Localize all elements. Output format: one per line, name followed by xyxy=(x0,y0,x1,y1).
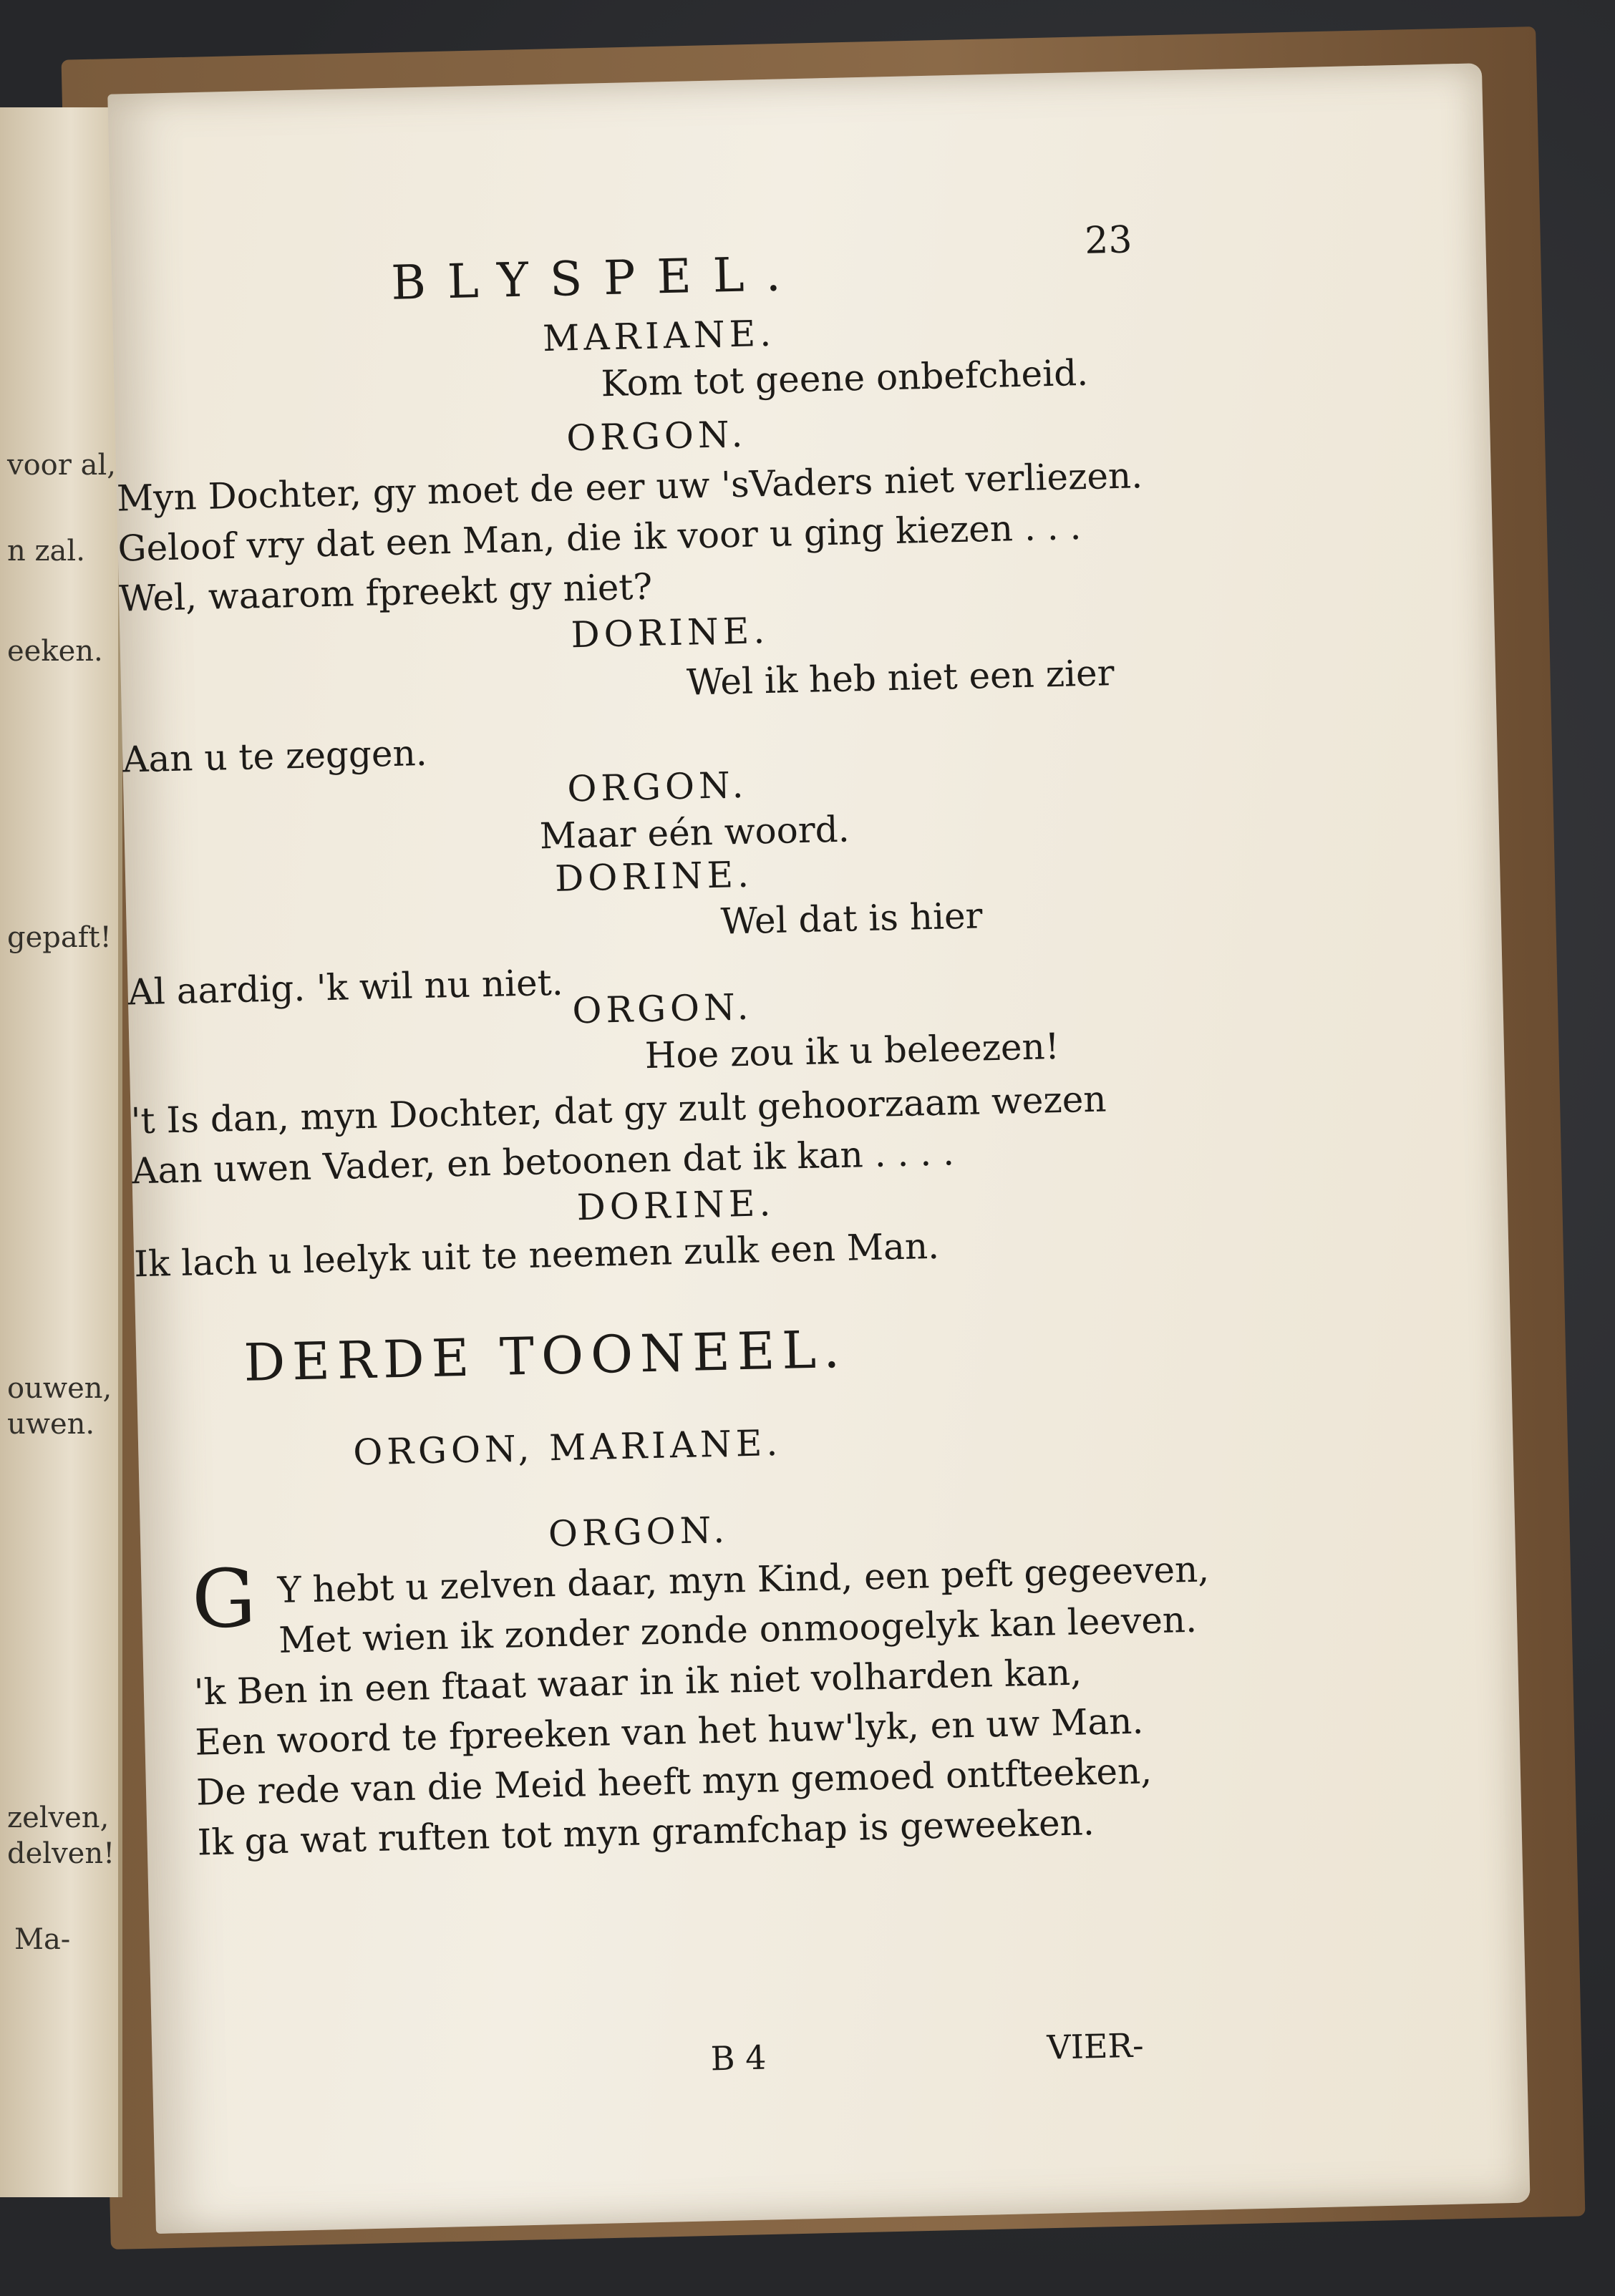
left-page-fragment: delven! xyxy=(7,1837,115,1870)
verse-line: Wel dat is hier xyxy=(720,895,984,943)
speaker-label: ORGON. xyxy=(571,986,754,1032)
page-number: 23 xyxy=(1084,218,1133,263)
speaker-label: DORINE. xyxy=(570,610,770,656)
left-page-fragment: n zal. xyxy=(7,535,85,568)
verse-line: Al aardig. 'k wil nu niet. xyxy=(127,961,564,1013)
verse-line: Met wien ik zonder zonde onmoogelyk kan leeven. xyxy=(278,1598,1198,1661)
verse-line: Ik ga wat ruften tot myn gramfchap is geweeken. xyxy=(197,1801,1095,1864)
verse-line: Ik lach u leelyk uit te neemen zulk een Man. xyxy=(133,1225,940,1285)
verse-line: Aan uwen Vader, en betoonen dat ik kan . . . . xyxy=(131,1132,955,1192)
verse-line: Een woord te fpreeken van het huw'lyk, en uw Man. xyxy=(194,1700,1144,1764)
verse-line: 't Is dan, myn Dochter, dat gy zult gehoorzaam wezen xyxy=(130,1078,1107,1142)
book-page xyxy=(107,63,1530,2234)
left-page-fragment: Ma- xyxy=(14,1923,71,1956)
verse-line: De rede van die Meid heeft myn gemoed ontfteeken, xyxy=(195,1750,1153,1814)
left-page-fragment: uwen. xyxy=(7,1408,95,1441)
speaker-label: ORGON. xyxy=(566,413,747,459)
page-text-block xyxy=(107,63,1530,2234)
verse-line: 'k Ben in een ftaat waar in ik niet volharden kan, xyxy=(193,1651,1082,1713)
verse-line: Y hebt u zelven daar, myn Kind, een peft gegeeven, xyxy=(277,1548,1210,1611)
verse-line: Hoe zou ik u beleezen! xyxy=(644,1025,1060,1077)
verse-line: Geloof vry dat een Man, die ik voor u ging kiezen . . . xyxy=(117,506,1082,570)
drop-cap: G xyxy=(190,1552,257,1647)
speaker-label: MARIANE. xyxy=(542,312,776,360)
speaker-label: ORGON. xyxy=(566,764,749,810)
catchword: VIER- xyxy=(1046,2025,1145,2067)
verse-line: Wel ik heb niet een zier xyxy=(686,652,1115,704)
signature-mark: B 4 xyxy=(710,2038,767,2078)
speaker-label: DORINE. xyxy=(576,1182,775,1229)
verse-line: Aan u te zeggen. xyxy=(122,731,428,781)
left-page-fragment: zelven, xyxy=(7,1801,110,1834)
left-page xyxy=(0,107,122,2197)
verse-line: Myn Dochter, gy moet de eer uw 'sVaders niet verliezen. xyxy=(116,454,1143,520)
scene-characters: ORGON, MARIANE. xyxy=(352,1421,782,1474)
verse-line: Kom tot geene onbefcheid. xyxy=(600,351,1089,405)
left-page-fragment: gepaft! xyxy=(7,921,112,954)
speaker-label: ORGON. xyxy=(548,1509,729,1555)
left-page-fragment: voor al, xyxy=(7,449,116,482)
verse-line: Maar eén woord. xyxy=(539,808,850,857)
running-head: BLYSPEL. xyxy=(390,245,803,311)
verse-line: Wel, waarom fpreekt gy niet? xyxy=(118,565,653,620)
left-page-fragment: eeken. xyxy=(7,635,103,668)
scene-title: DERDE TOONEEL. xyxy=(243,1318,848,1393)
left-page-fragment: ouwen, xyxy=(7,1372,112,1405)
speaker-label: DORINE. xyxy=(554,853,754,900)
